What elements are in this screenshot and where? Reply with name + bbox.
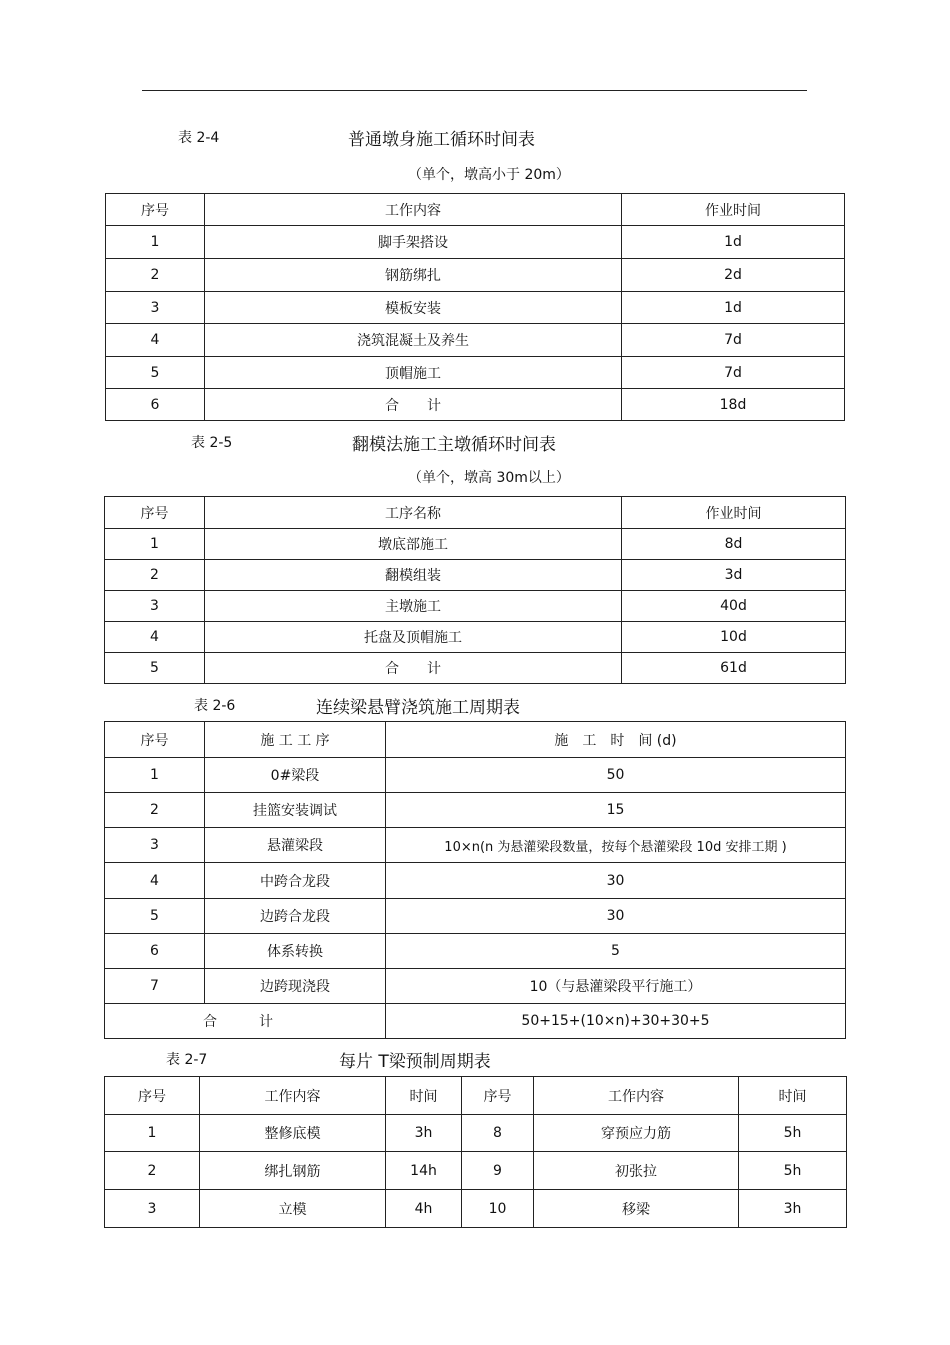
cell: 10d	[622, 622, 846, 653]
header-cell: 时间	[386, 1077, 462, 1115]
cell: 翻模组装	[205, 560, 622, 591]
cell: 30	[386, 863, 846, 899]
cell: 10×n(n 为悬灌梁段数量，按每个悬灌梁段 10d 安排工期 )	[386, 828, 846, 863]
cell: 1d	[622, 226, 845, 259]
table-total-row	[105, 1004, 846, 1039]
cell: 7	[105, 969, 205, 1004]
cell: 7d	[622, 357, 845, 389]
cell: 边跨合龙段	[205, 899, 386, 934]
cell: 5h	[739, 1115, 847, 1152]
table-row	[105, 863, 846, 899]
cell: 移梁	[534, 1190, 739, 1228]
header-cell: 工作内容	[200, 1077, 386, 1115]
cell: 钢筋绑扎	[205, 259, 622, 292]
table-row	[105, 1115, 847, 1152]
cell: 4	[106, 324, 205, 357]
table-header-row	[106, 194, 845, 226]
header-cell: 作业时间	[622, 497, 846, 529]
cell: 0#梁段	[205, 758, 386, 793]
cell: 顶帽施工	[205, 357, 622, 389]
cell: 3	[105, 828, 205, 863]
cell: 1	[105, 529, 205, 560]
header-cell: 序号	[462, 1077, 534, 1115]
cell: 2d	[622, 259, 845, 292]
cell: 悬灌梁段	[205, 828, 386, 863]
total-value-cell: 50+15+(10×n)+30+30+5	[386, 1004, 846, 1039]
cell: 主墩施工	[205, 591, 622, 622]
cell: 10	[462, 1190, 534, 1228]
cell: 50	[386, 758, 846, 793]
cell: 托盘及顶帽施工	[205, 622, 622, 653]
cell: 4h	[386, 1190, 462, 1228]
cell: 3	[105, 591, 205, 622]
table-2-5-subtitle: （单个，墩高 30m以上）	[408, 470, 570, 486]
table-2-6-title: 连续梁悬臂浇筑施工周期表	[316, 698, 520, 718]
cell: 8d	[622, 529, 846, 560]
cell: 3	[105, 1190, 200, 1228]
table-row	[105, 758, 846, 793]
table-header-row	[105, 722, 846, 758]
cell: 初张拉	[534, 1152, 739, 1190]
cell: 4	[105, 622, 205, 653]
cell: 穿预应力筋	[534, 1115, 739, 1152]
table-row	[105, 1152, 847, 1190]
table-row	[105, 793, 846, 828]
table-row	[106, 292, 845, 324]
header-cell: 时间	[739, 1077, 847, 1115]
cell: 3h	[739, 1190, 847, 1228]
cell: 5h	[739, 1152, 847, 1190]
header-cell: 工作内容	[534, 1077, 739, 1115]
cell: 1	[105, 758, 205, 793]
cell: 合 计	[205, 653, 622, 684]
cell: 浇筑混凝土及养生	[205, 324, 622, 357]
cell: 5	[105, 653, 205, 684]
header-cell: 序号	[105, 1077, 200, 1115]
table-row	[105, 591, 846, 622]
cell: 合 计	[205, 389, 622, 421]
cell: 整修底模	[200, 1115, 386, 1152]
header-rule	[142, 90, 807, 91]
cell: 2	[105, 1152, 200, 1190]
header-cell: 序号	[106, 194, 205, 226]
table-row	[105, 899, 846, 934]
table-row	[105, 969, 846, 1004]
cell: 40d	[622, 591, 846, 622]
table-2-7	[104, 1076, 847, 1228]
cell: 18d	[622, 389, 845, 421]
table-header-row	[105, 497, 846, 529]
header-cell: 工作内容	[205, 194, 622, 226]
cell: 5	[386, 934, 846, 969]
cell: 5	[106, 357, 205, 389]
cell: 15	[386, 793, 846, 828]
cell: 中跨合龙段	[205, 863, 386, 899]
header-cell: 施 工 工 序	[205, 722, 386, 758]
cell: 绑扎钢筋	[200, 1152, 386, 1190]
cell: 5	[105, 899, 205, 934]
table-row	[105, 934, 846, 969]
table-2-4-subtitle: （单个，墩高小于 20m）	[408, 167, 570, 183]
cell: 4	[105, 863, 205, 899]
table-2-4-label: 表 2-4	[178, 130, 220, 146]
cell: 1	[105, 1115, 200, 1152]
cell: 脚手架搭设	[205, 226, 622, 259]
cell: 挂篮安装调试	[205, 793, 386, 828]
cell: 墩底部施工	[205, 529, 622, 560]
header-cell: 作业时间	[622, 194, 845, 226]
cell: 3	[106, 292, 205, 324]
cell: 1d	[622, 292, 845, 324]
table-row	[106, 259, 845, 292]
cell: 6	[106, 389, 205, 421]
cell: 8	[462, 1115, 534, 1152]
table-row	[106, 357, 845, 389]
table-row	[106, 226, 845, 259]
table-row	[105, 828, 846, 863]
table-2-4	[105, 193, 845, 421]
cell: 14h	[386, 1152, 462, 1190]
cell: 立模	[200, 1190, 386, 1228]
cell: 30	[386, 899, 846, 934]
table-2-6	[104, 721, 846, 1039]
table-2-5-label: 表 2-5	[191, 435, 233, 451]
cell: 2	[106, 259, 205, 292]
table-row	[105, 560, 846, 591]
cell: 10（与悬灌梁段平行施工）	[386, 969, 846, 1004]
cell: 3h	[386, 1115, 462, 1152]
cell: 9	[462, 1152, 534, 1190]
total-label-cell: 合 计	[105, 1004, 386, 1039]
table-row	[105, 529, 846, 560]
cell: 边跨现浇段	[205, 969, 386, 1004]
table-2-7-label: 表 2-7	[166, 1052, 208, 1068]
table-2-7-title: 每片 T梁预制周期表	[339, 1052, 491, 1072]
cell: 1	[106, 226, 205, 259]
table-row	[105, 1190, 847, 1228]
header-cell: 序号	[105, 497, 205, 529]
table-2-4-title: 普通墩身施工循环时间表	[348, 130, 535, 150]
cell: 2	[105, 793, 205, 828]
table-total-row	[106, 389, 845, 421]
cell: 7d	[622, 324, 845, 357]
cell: 模板安装	[205, 292, 622, 324]
table-2-5-title: 翻模法施工主墩循环时间表	[352, 435, 556, 455]
cell: 体系转换	[205, 934, 386, 969]
table-header-row	[105, 1077, 847, 1115]
table-total-row	[105, 653, 846, 684]
cell: 61d	[622, 653, 846, 684]
header-cell: 施 工 时 间 (d)	[386, 722, 846, 758]
cell: 6	[105, 934, 205, 969]
cell: 2	[105, 560, 205, 591]
cell: 3d	[622, 560, 846, 591]
header-cell: 序号	[105, 722, 205, 758]
header-cell: 工序名称	[205, 497, 622, 529]
table-row	[105, 622, 846, 653]
table-2-6-label: 表 2-6	[194, 698, 236, 714]
table-2-5	[104, 496, 846, 684]
table-row	[106, 324, 845, 357]
